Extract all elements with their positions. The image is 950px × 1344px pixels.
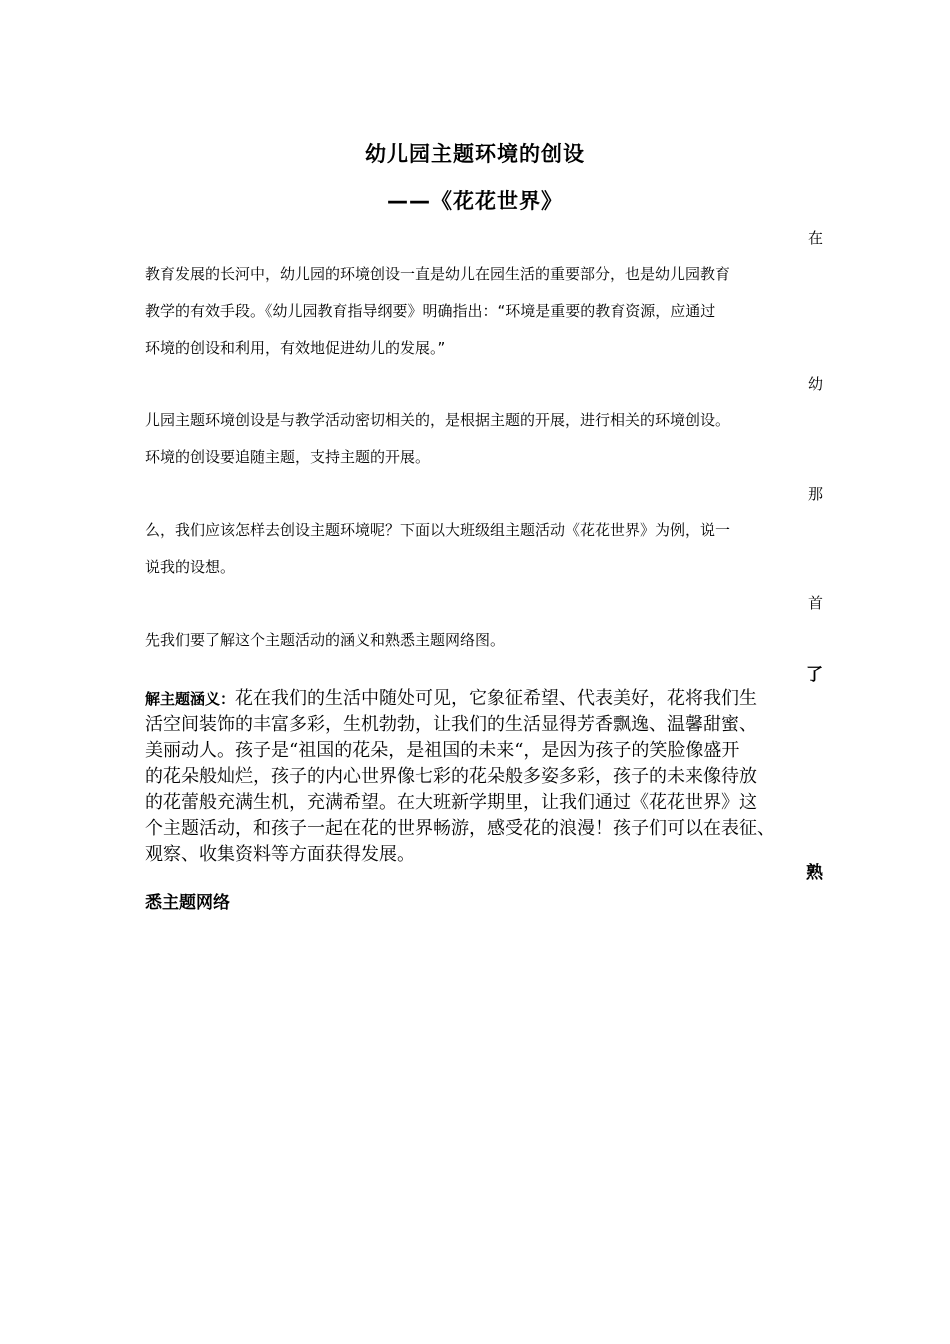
paragraph-line: 教育发展的长河中，幼儿园的环境创设一直是幼儿在园生活的重要部分，也是幼儿园教育 bbox=[145, 265, 731, 283]
meaning-first-line bbox=[145, 686, 835, 712]
paragraph-3 bbox=[145, 512, 825, 586]
paragraph-4 bbox=[145, 622, 825, 659]
meaning-first-line-text: 花在我们的生活中随处可见，它象征希望、代表美好，花将我们生 bbox=[235, 688, 758, 709]
paragraph-line: 么，我们应该怎样去创设主题环境呢？下面以大班级组主题活动《花花世界》为例，说一 bbox=[145, 521, 731, 539]
paragraph-line: 教学的有效手段。《幼儿园教育指导纲要》明确指出：“环境是重要的教育资源，应通过 bbox=[145, 302, 716, 320]
paragraph-3-lead-char: 那 bbox=[807, 485, 823, 503]
meaning-line: 的花蕾般充满生机，充满希望。在大班新学期里，让我们通过《花花世界》这 bbox=[145, 792, 757, 813]
paragraph-line: 环境的创设要追随主题，支持主题的开展。 bbox=[145, 448, 431, 466]
paragraph-4-lead-char: 首 bbox=[807, 594, 823, 612]
meaning-line: 活空间装饰的丰富多彩，生机勃勃，让我们的生活显得芳香飘逸、温馨甜蜜、 bbox=[145, 714, 757, 735]
meaning-line: 观察、收集资料等方面获得发展。 bbox=[145, 844, 415, 865]
meaning-line: 的花朵般灿烂，孩子的内心世界像七彩的花朵般多姿多彩，孩子的未来像待放 bbox=[145, 766, 757, 787]
paragraph-line: 儿园主题环境创设是与教学活动密切相关的，是根据主题的开展，进行相关的环境创设。 bbox=[145, 411, 731, 429]
network-section-heading: 悉主题网络 bbox=[145, 893, 230, 913]
network-section-lead-char: 熟 bbox=[806, 863, 823, 883]
meaning-section-lead-char: 了 bbox=[806, 665, 823, 685]
paragraph-1-lead-char: 在 bbox=[807, 229, 823, 247]
paragraph-line: 说我的设想。 bbox=[145, 558, 236, 576]
paragraph-2-lead-char: 幼 bbox=[807, 375, 823, 393]
page-title: 幼儿园主题环境的创设 bbox=[365, 142, 585, 166]
page-subtitle: ——《花花世界》 bbox=[387, 189, 563, 213]
paragraph-1 bbox=[145, 256, 825, 367]
meaning-line: 美丽动人。孩子是“祖国的花朵，是祖国的未来“，是因为孩子的笑脸像盛开 bbox=[145, 740, 740, 761]
meaning-label: 解主题涵义： bbox=[145, 690, 236, 708]
paragraph-line: 环境的创设和利用，有效地促进幼儿的发展。” bbox=[145, 339, 446, 357]
paragraph-2 bbox=[145, 402, 825, 476]
paragraph-line: 先我们要了解这个主题活动的涵义和熟悉主题网络图。 bbox=[145, 631, 506, 649]
meaning-section bbox=[145, 686, 835, 868]
meaning-line: 个主题活动，和孩子一起在花的世界畅游，感受花的浪漫！孩子们可以在表征、 bbox=[145, 818, 775, 839]
